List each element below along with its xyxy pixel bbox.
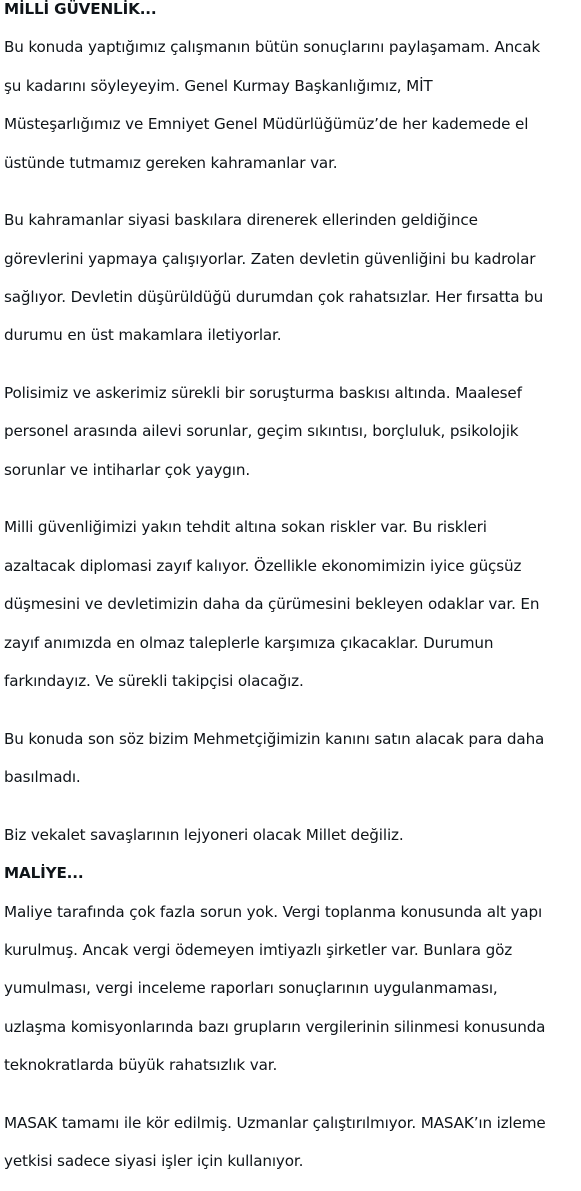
text-line: Milli güvenliğimizi yakın tehdit altına sokan riskler var. Bu riskleri	[4, 518, 487, 537]
text-line: farkındayız. Ve sürekli takipçisi olacağız.	[4, 672, 304, 691]
text-line: görevlerini yapmaya çalışıyorlar. Zaten devletin güvenliğini bu kadrolar	[4, 249, 536, 268]
text-line: Bu kahramanlar siyasi baskılara direnerek ellerinden geldiğince	[4, 211, 478, 230]
text-line: yetkisi sadece siyasi işler için kullanıyor.	[4, 1152, 304, 1171]
paragraph	[4, 192, 576, 365]
text-line: MASAK tamamı ile kör edilmiş. Uzmanlar çalıştırılmıyor. MASAK’ın izleme	[4, 1113, 546, 1132]
paragraph	[4, 711, 576, 807]
text-line: personel arasında ailevi sorunlar, geçim sıkıntısı, borçluluk, psikolojik	[4, 422, 519, 441]
text-line: Biz vekalet savaşlarının lejyoneri olacak Millet değiliz.	[4, 825, 404, 844]
paragraph	[4, 883, 576, 1094]
text-line: sorunlar ve intiharlar çok yaygın.	[4, 460, 251, 479]
text-line: uzlaşma komisyonlarında bazı grupların vergilerinin silinmesi konusunda	[4, 1017, 546, 1036]
paragraph	[4, 1095, 576, 1191]
section-maliye	[4, 864, 576, 1190]
paragraph	[4, 19, 576, 192]
text-line: şu kadarını söyleyeyim. Genel Kurmay Başkanlığımız, MİT	[4, 76, 433, 95]
section-milli-guvenlik	[4, 0, 576, 864]
paragraph	[4, 365, 576, 499]
paragraph	[4, 499, 576, 710]
text-line: zayıf anımızda en olmaz taleplerle karşımıza çıkacaklar. Durumun	[4, 633, 494, 652]
text-line: sağlıyor. Devletin düşürüldüğü durumdan çok rahatsızlar. Her fırsatta bu	[4, 288, 544, 307]
text-line: yumulması, vergi inceleme raporları sonuçlarının uygulanmaması,	[4, 979, 498, 998]
text-line: Polisimiz ve askerimiz sürekli bir soruşturma baskısı altında. Maalesef	[4, 384, 522, 403]
post-text-body	[4, 0, 576, 1191]
section-heading: MİLLİ GÜVENLİK...	[4, 0, 157, 18]
text-line: üstünde tutmamız gereken kahramanlar var.	[4, 153, 338, 172]
text-line: Bu konuda yaptığımız çalışmanın bütün sonuçlarını paylaşamam. Ancak	[4, 38, 541, 57]
text-line: Maliye tarafında çok fazla sorun yok. Vergi toplanma konusunda alt yapı	[4, 902, 543, 921]
section-heading: MALİYE...	[4, 864, 84, 883]
paragraph	[4, 807, 576, 865]
text-line: basılmadı.	[4, 768, 81, 787]
text-line: düşmesini ve devletimizin daha da çürümesini bekleyen odaklar var. En	[4, 595, 540, 614]
text-line: Bu konuda son söz bizim Mehmetçiğimizin kanını satın alacak para daha	[4, 729, 545, 748]
text-line: durumu en üst makamlara iletiyorlar.	[4, 326, 282, 345]
text-line: azaltacak diplomasi zayıf kalıyor. Özellikle ekonomimizin iyice güçsüz	[4, 556, 522, 575]
text-line: teknokratlarda büyük rahatsızlık var.	[4, 1056, 278, 1075]
text-line: kurulmuş. Ancak vergi ödemeyen imtiyazlı şirketler var. Bunlara göz	[4, 940, 513, 959]
text-line: Müsteşarlığımız ve Emniyet Genel Müdürlüğümüz’de her kademede el	[4, 115, 529, 134]
